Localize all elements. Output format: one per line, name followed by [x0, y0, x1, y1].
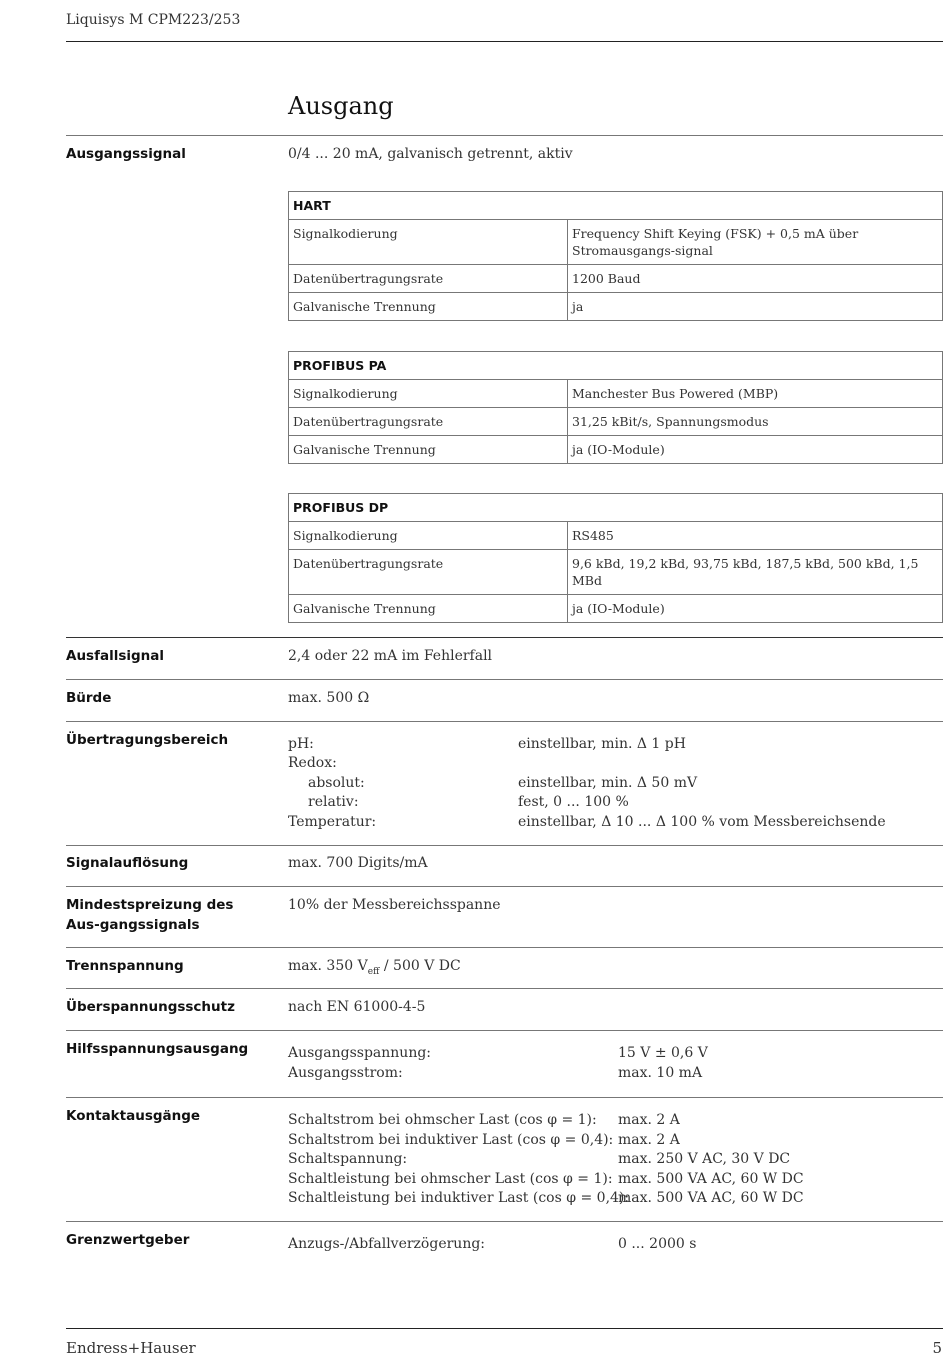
divider	[66, 679, 943, 680]
divider	[66, 845, 943, 846]
table-row	[289, 220, 943, 265]
mindestspreizung-value: 10% der Messbereichsspanne	[288, 897, 501, 913]
signalaufloesung-value: max. 700 Digits/mA	[288, 855, 428, 871]
table-row	[289, 408, 943, 436]
divider	[66, 135, 943, 136]
spec-key: Schaltstrom bei ohmscher Last (cos φ = 1):	[288, 1112, 597, 1128]
trennspannung-value-sub: eff	[367, 966, 380, 977]
table-cell-value: ja (IO-Module)	[568, 595, 943, 623]
table-row	[289, 265, 943, 293]
trennspannung-value-prefix: max. 350 V	[288, 958, 368, 974]
divider	[66, 637, 943, 638]
table-cell-key: Galvanische Trennung	[289, 293, 568, 321]
table-title: PROFIBUS DP	[289, 494, 943, 522]
spec-value: fest, 0 ... 100 %	[518, 794, 629, 810]
table-cell-key: Signalkodierung	[289, 380, 568, 408]
trennspannung-label: Trennspannung	[66, 958, 184, 974]
ausgangssignal-value: 0/4 ... 20 mA, galvanisch getrennt, aktiv	[288, 146, 573, 162]
spec-value: einstellbar, min. Δ 50 mV	[518, 775, 698, 791]
spec-value: max. 250 V AC, 30 V DC	[618, 1151, 791, 1167]
ueberspannungsschutz-label: Überspannungsschutz	[66, 999, 235, 1015]
table-row	[289, 436, 943, 464]
divider	[66, 988, 943, 989]
table-row	[289, 380, 943, 408]
buerde-value: max. 500 Ω	[288, 690, 370, 706]
trennspannung-value-suffix: / 500 V DC	[379, 958, 461, 974]
table-cell-value: Manchester Bus Powered (MBP)	[568, 380, 943, 408]
hart-table	[288, 191, 943, 321]
spec-value: 0 ... 2000 s	[618, 1236, 697, 1252]
spec-key: absolut:	[308, 775, 365, 791]
spec-key: pH:	[288, 736, 314, 752]
ueberspannungsschutz-value: nach EN 61000-4-5	[288, 999, 426, 1015]
spec-value: einstellbar, Δ 10 ... Δ 100 % vom Messbereichsende	[518, 814, 886, 830]
spec-value: einstellbar, min. Δ 1 pH	[518, 736, 686, 752]
table-cell-key: Signalkodierung	[289, 522, 568, 550]
divider	[66, 1221, 943, 1222]
profibus-pa-table	[288, 351, 943, 464]
divider	[66, 947, 943, 948]
buerde-label: Bürde	[66, 690, 112, 706]
spec-key: Schaltleistung bei ohmscher Last (cos φ = 1):	[288, 1171, 613, 1187]
footer-rule	[66, 1328, 943, 1329]
table-cell-key: Datenübertragungsrate	[289, 408, 568, 436]
table-cell-key: Datenübertragungsrate	[289, 265, 568, 293]
spec-value: max. 10 mA	[618, 1065, 703, 1081]
spec-value: 15 V ± 0,6 V	[618, 1045, 708, 1061]
header-rule	[66, 41, 943, 42]
divider	[66, 721, 943, 722]
divider	[66, 886, 943, 887]
mindestspreizung-label: Mindestspreizung des Aus-gangssignals	[66, 897, 234, 933]
uebertragungsbereich-label: Übertragungsbereich	[66, 732, 229, 748]
table-cell-key: Galvanische Trennung	[289, 436, 568, 464]
table-row	[289, 595, 943, 623]
table-cell-value: 31,25 kBit/s, Spannungsmodus	[568, 408, 943, 436]
document-header-title: Liquisys M CPM223/253	[66, 12, 241, 28]
trennspannung-value	[288, 956, 461, 982]
table-row	[289, 522, 943, 550]
table-cell-value: 9,6 kBd, 19,2 kBd, 93,75 kBd, 187,5 kBd, 500 kBd, 1,5 MBd	[568, 550, 943, 595]
signalaufloesung-label: Signalauflösung	[66, 855, 189, 871]
spec-key: Schaltspannung:	[288, 1151, 408, 1167]
spec-key: Schaltstrom bei induktiver Last (cos φ = 0,4):	[288, 1132, 614, 1148]
table-cell-value: ja (IO-Module)	[568, 436, 943, 464]
spec-key: Redox:	[288, 755, 337, 771]
spec-value: max. 500 VA AC, 60 W DC	[618, 1190, 804, 1206]
table-cell-value: 1200 Baud	[568, 265, 943, 293]
spec-key: Anzugs-/Abfallverzögerung:	[288, 1236, 486, 1252]
table-cell-key: Datenübertragungsrate	[289, 550, 568, 595]
page-number: 5	[932, 1339, 942, 1357]
spec-key: Schaltleistung bei induktiver Last (cos φ = 0,4):	[288, 1190, 630, 1206]
table-title: HART	[289, 192, 943, 220]
spec-key: Temperatur:	[288, 814, 377, 830]
spec-value: max. 500 VA AC, 60 W DC	[618, 1171, 804, 1187]
table-row	[289, 293, 943, 321]
table-title: PROFIBUS PA	[289, 352, 943, 380]
kontaktausgaenge-label: Kontaktausgänge	[66, 1108, 201, 1124]
ausfallsignal-label: Ausfallsignal	[66, 648, 165, 664]
grenzwertgeber-label: Grenzwertgeber	[66, 1232, 190, 1248]
divider	[66, 1030, 943, 1031]
footer-brand: Endress+Hauser	[66, 1339, 196, 1357]
ausfallsignal-value: 2,4 oder 22 mA im Fehlerfall	[288, 648, 493, 664]
table-cell-value: RS485	[568, 522, 943, 550]
table-cell-value: Frequency Shift Keying (FSK) + 0,5 mA über Stromausgangs-signal	[568, 220, 943, 265]
section-title: Ausgang	[288, 92, 394, 120]
profibus-dp-table	[288, 493, 943, 623]
spec-value: max. 2 A	[618, 1112, 680, 1128]
table-cell-key: Galvanische Trennung	[289, 595, 568, 623]
table-cell-value: ja	[568, 293, 943, 321]
spec-key: Ausgangsspannung:	[288, 1045, 432, 1061]
ausgangssignal-label: Ausgangssignal	[66, 146, 186, 162]
table-cell-key: Signalkodierung	[289, 220, 568, 265]
spec-value: max. 2 A	[618, 1132, 680, 1148]
spec-key: relativ:	[308, 794, 359, 810]
hilfsspannungsausgang-label: Hilfsspannungsausgang	[66, 1041, 249, 1057]
divider	[66, 1097, 943, 1098]
table-row	[289, 550, 943, 595]
spec-key: Ausgangsstrom:	[288, 1065, 403, 1081]
